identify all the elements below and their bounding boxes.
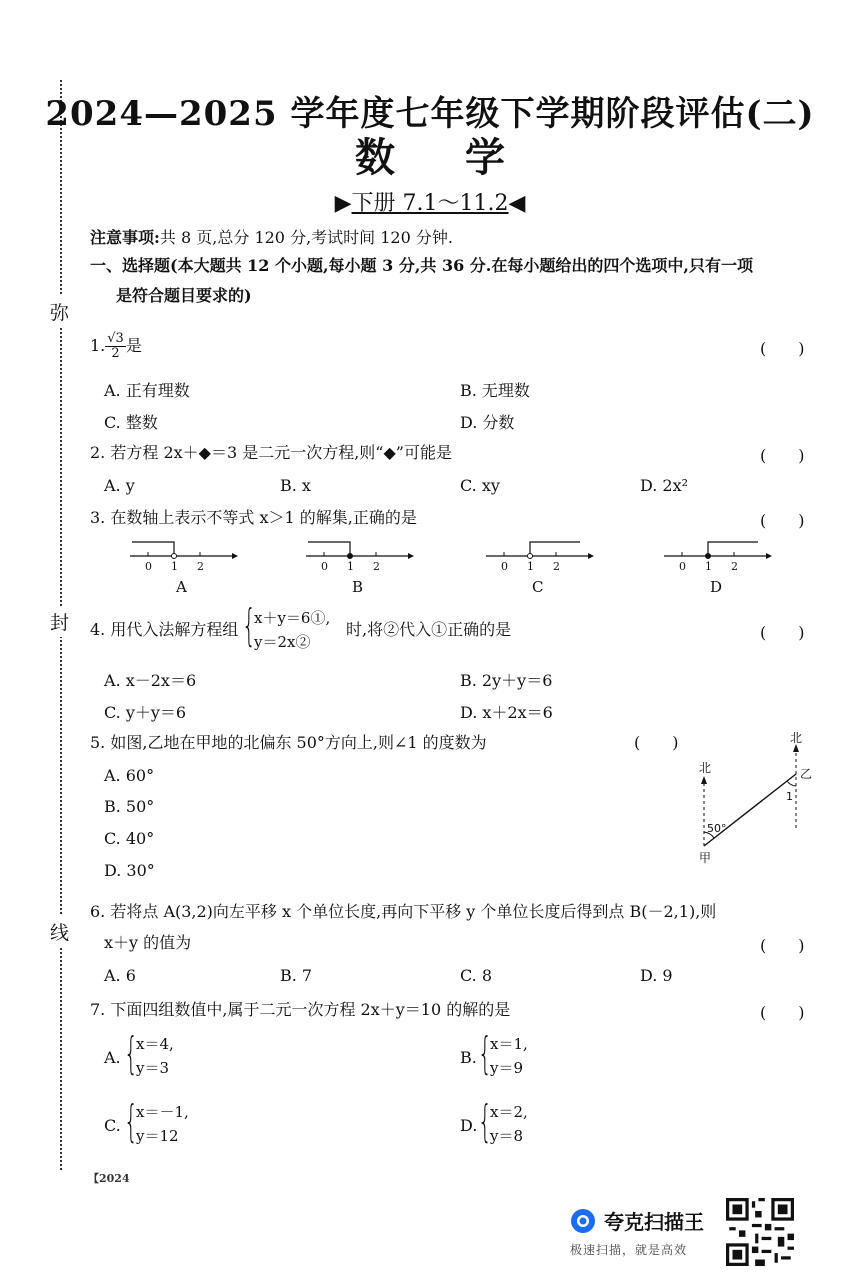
q1-option-a: A. 正有理数 [104,381,190,400]
q7-option-b [490,1032,528,1080]
q7-a-y: y＝3 [136,1059,170,1077]
q1-option-b: B. 无理数 [460,381,530,400]
notice [90,228,453,248]
section-title-cont: 是符合题目要求的) [116,286,252,305]
range-text: 下册 7.1～11.2 [351,191,509,216]
brace-icon: { [478,1096,492,1147]
q7-c-y: y＝12 [136,1127,179,1145]
tick-label: 0 [679,560,686,573]
subject-title: 数学 [355,134,575,181]
question-2: 2. 若方程 2x＋◆＝3 是二元一次方程,则“◆”可能是 [90,443,452,462]
brace-icon: { [478,1028,492,1079]
q7-option-a [136,1032,174,1080]
q7-option-a-label: A. [104,1048,121,1067]
question-7: 7. 下面四组数值中,属于二元一次方程 2x＋y＝10 的解的是 [90,1000,511,1019]
number-line-c [486,542,594,596]
q1-frac-den: 2 [111,346,120,361]
jia-label: 甲 [699,851,712,865]
answer-paren-7[interactable]: ( ) [760,1003,805,1022]
answer-paren-2[interactable]: ( ) [760,446,805,465]
q7-a-x: x＝4, [136,1035,174,1053]
north-label-right: 北 [790,731,803,745]
q2-option-b: B. x [280,476,311,495]
question-1 [90,332,142,361]
q7-d-y: y＝8 [490,1127,524,1145]
tick-label: 2 [197,560,204,573]
margin-char-mi: 弥 [50,296,69,327]
q6-option-a: A. 6 [104,966,136,985]
notice-text: 共 8 页,总分 120 分,考试时间 120 分钟. [159,228,453,247]
q5-option-a: A. 60° [104,766,155,785]
q7-b-y: y＝9 [490,1059,524,1077]
number-line-a [130,542,238,596]
q6-option-b: B. 7 [280,966,313,985]
tick-label: 0 [321,560,328,573]
q4-option-a: A. x－2x＝6 [104,671,197,690]
q7-option-c-label: C. [104,1116,121,1135]
question-5: 5. 如图,乙地在甲地的北偏东 50°方向上,则∠1 的度数为 [90,733,487,752]
brace-icon: { [124,1028,138,1079]
q6-option-d: D. 9 [640,966,673,985]
number-line-label-b: B [352,578,364,596]
q4-eq2: y＝2x② [254,633,311,651]
app-name: 夸克扫描王 [604,1210,704,1234]
q1-option-d: D. 分数 [460,413,515,432]
range-banner [0,186,860,217]
number-line-d [664,542,772,596]
q4-option-b: B. 2y＋y＝6 [460,671,553,690]
number-line-b [306,542,414,596]
q4-option-d: D. x＋2x＝6 [460,703,553,722]
answer-paren-3[interactable]: ( ) [760,511,805,530]
qr-code-icon [726,1198,794,1266]
tick-label: 1 [347,560,354,573]
q1-option-c: C. 整数 [104,413,158,432]
margin-char-xian: 线 [50,916,69,947]
section-title: 一、选择题(本大题共 12 个小题,每小题 3 分,共 36 分.在每小题给出的四个选项中,只有一项 [90,256,753,275]
exam-title: 2024—2025 学年度七年级下学期阶段评估(二) [45,94,815,134]
answer-paren-4[interactable]: ( ) [760,623,805,642]
tick-label: 1 [527,560,534,573]
q1-number: 1. [90,336,106,355]
number-line-label-d: D [710,578,723,596]
q4-system [254,606,330,654]
margin-char-feng: 封 [50,606,69,637]
question-4-pre: 4. 用代入法解方程组 [90,620,239,639]
q3-number-lines [120,534,840,598]
tick-label: 0 [145,560,152,573]
angle-one-label: 1 [786,790,793,803]
q2-option-a: A. y [104,476,135,495]
q5-option-c: C. 40° [104,829,155,848]
question-6-cont: x＋y 的值为 [104,933,192,952]
page-code: 【2024 [88,1172,130,1185]
q1-frac-num: √3 [107,331,124,346]
question-4-post: 时,将②代入①正确的是 [346,620,512,639]
q1-tail: 是 [125,336,142,355]
question-6: 6. 若将点 A(3,2)向左平移 x 个单位长度,再向下平移 y 个单位长度后得到点 B(－2,1),则 [90,902,717,921]
q7-b-x: x＝1, [490,1035,528,1053]
q7-option-b-label: B. [460,1048,477,1067]
brace-icon: { [242,600,256,651]
q4-eq1: x＋y＝6①, [254,609,331,627]
q5-option-b: B. 50° [104,797,155,816]
question-3: 3. 在数轴上表示不等式 x＞1 的解集,正确的是 [90,508,417,527]
q7-c-x: x＝－1, [136,1103,189,1121]
triangle-right-icon: ▶ [334,191,352,216]
q5-direction-figure [690,728,820,868]
q7-option-d [490,1100,528,1148]
angle-label: 50° [707,822,727,835]
q4-option-c: C. y＋y＝6 [104,703,187,722]
tick-label: 0 [501,560,508,573]
q7-d-x: x＝2, [490,1103,528,1121]
quark-logo-icon [570,1208,596,1234]
number-line-label-a: A [176,578,187,596]
q6-option-c: C. 8 [460,966,493,985]
q1-fraction [105,332,126,361]
tick-label: 1 [705,560,712,573]
notice-label: 注意事项: [90,228,160,247]
north-label-left: 北 [699,761,712,775]
answer-paren-6[interactable]: ( ) [760,936,805,955]
tick-label: 1 [171,560,178,573]
q5-option-d: D. 30° [104,861,155,880]
scanner-watermark [570,1206,704,1258]
tick-label: 2 [553,560,560,573]
q7-option-c [136,1100,189,1148]
number-line-label-c: C [532,578,544,596]
app-slogan: 极速扫描，就是高效 [570,1243,688,1257]
answer-paren-5[interactable]: ( ) [634,733,679,752]
brace-icon: { [124,1096,138,1147]
q7-option-d-label: D. [460,1116,478,1135]
answer-paren-1[interactable]: ( ) [760,339,805,358]
yi-label: 乙 [800,767,813,781]
tick-label: 2 [731,560,738,573]
triangle-left-icon: ◀ [508,191,526,216]
tick-label: 2 [373,560,380,573]
q2-option-c: C. xy [460,476,500,495]
q2-option-d: D. 2x² [640,476,689,495]
